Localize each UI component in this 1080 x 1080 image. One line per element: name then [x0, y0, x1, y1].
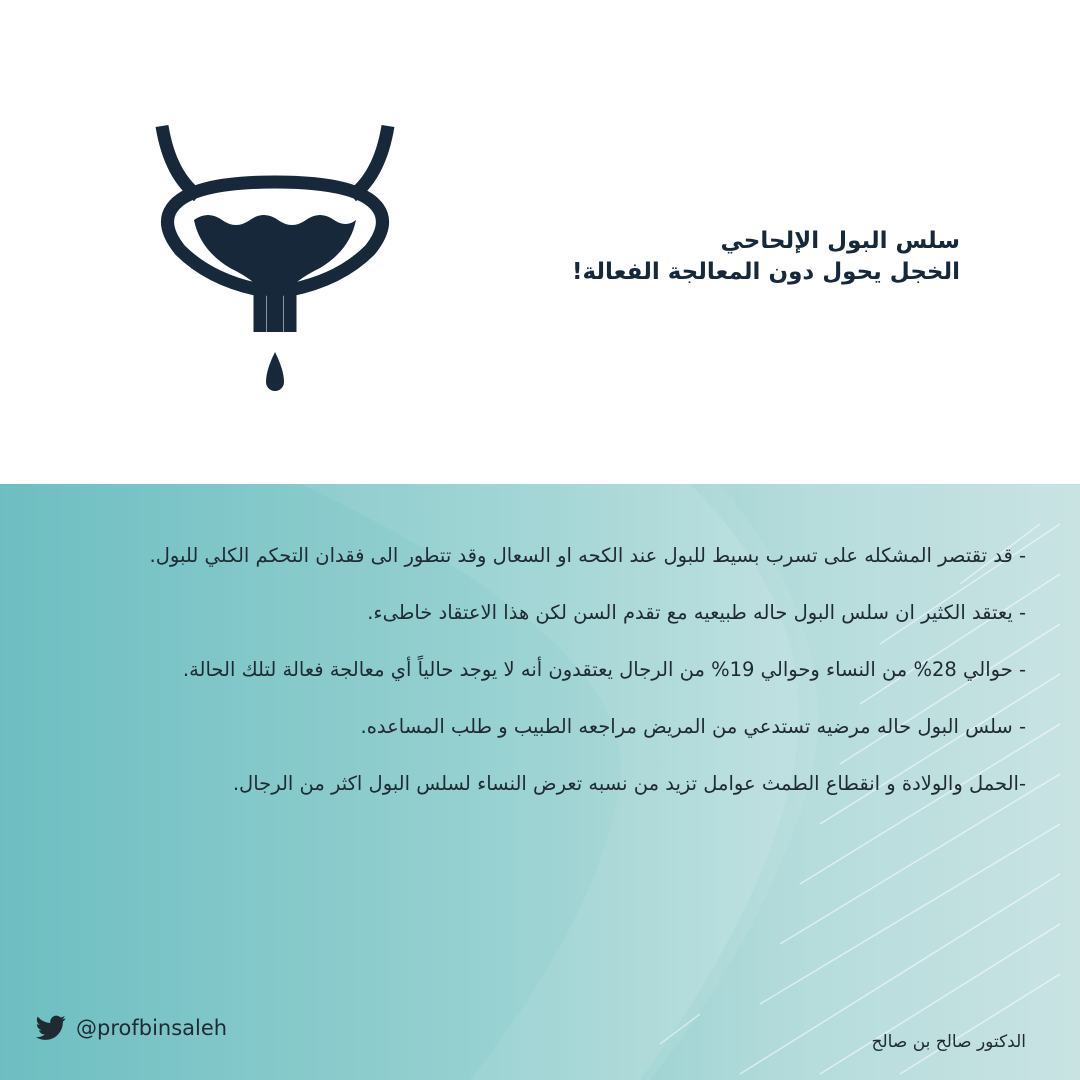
point-2: - يعتقد الكثير ان سلس البول حاله طبيعيه مع تقدم السن لكن هذا الاعتقاد خاطىء.: [367, 601, 1026, 624]
headline: [440, 226, 960, 288]
twitter-credit[interactable]: [36, 1010, 227, 1046]
top-panel: [0, 0, 1080, 484]
author-name: الدكتور صالح بن صالح: [871, 1032, 1026, 1052]
headline-line-2: الخجل يحول دون المعالجة الفعالة!: [571, 259, 960, 285]
point-4: - سلس البول حاله مرضيه تستدعي من المريض مراجعه الطبيب و طلب المساعده.: [360, 715, 1026, 738]
headline-line-1: سلس البول الإلحاحي: [720, 228, 960, 254]
point-3: - حوالي 28% من النساء وحوالي 19% من الرجال يعتقدون أنه لا يوجد حالياً أي معالجة فعالة لتلك الحالة.: [182, 658, 1026, 681]
bladder-with-drop-icon: [150, 120, 400, 405]
point-1: - قد تقتصر المشكله على تسرب بسيط للبول عند الكحه او السعال وقد تتطور الى فقدان التحكم الكلي للبول.: [149, 544, 1026, 567]
twitter-bird-icon: [36, 1015, 66, 1041]
twitter-handle[interactable]: @profbinsaleh: [76, 1016, 228, 1040]
point-5: -الحمل والولادة و انقطاع الطمث عوامل تزيد من نسبه تعرض النساء لسلس البول اكثر من الرجال.: [232, 772, 1026, 795]
info-points: [60, 540, 1026, 825]
